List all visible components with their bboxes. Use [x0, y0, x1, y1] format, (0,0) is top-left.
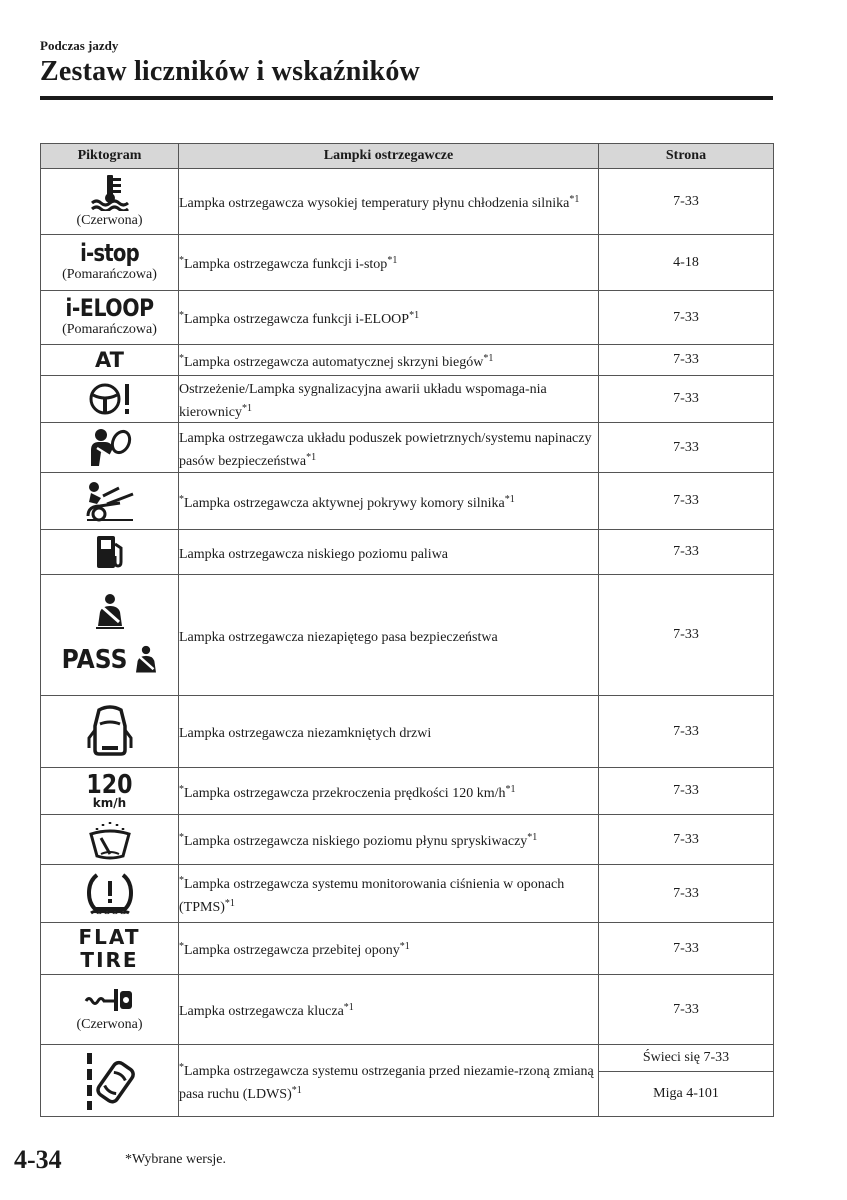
page-cell: 7-33 — [599, 423, 774, 473]
page-flash: Miga 4-101 — [653, 1086, 719, 1101]
asterisk-mark: * — [179, 874, 184, 886]
color-note: (Czerwona) — [76, 213, 143, 228]
ldws-icon — [83, 1051, 137, 1111]
description-cell — [179, 865, 599, 923]
footnote-mark: *1 — [291, 1084, 302, 1096]
asterisk-mark: * — [179, 941, 184, 952]
table-row — [41, 291, 774, 345]
pictogram-cell — [41, 345, 179, 376]
pictogram-cell — [41, 865, 179, 923]
footnote-mark: *1 — [399, 941, 410, 952]
asterisk-mark: * — [179, 493, 184, 505]
table-row — [41, 975, 774, 1045]
description-text: Lampka ostrzegawcza niskiego poziomu paliwa — [179, 546, 449, 562]
table-row — [41, 1045, 774, 1117]
description-cell — [179, 291, 599, 345]
pictogram-cell — [41, 696, 179, 768]
warning-lamps-table — [40, 143, 774, 1117]
page-cell: 7-33 — [599, 815, 774, 865]
pass-indicator — [41, 642, 178, 678]
asterisk-mark: * — [179, 783, 184, 795]
pictogram-cell — [41, 291, 179, 345]
asterisk-mark: * — [179, 1061, 184, 1073]
description-text: Lampka ostrzegawcza przekroczenia prędkości 120 km/h — [184, 785, 506, 801]
footnote-mark: *1 — [224, 897, 235, 909]
table-row — [41, 376, 774, 423]
speed-unit-label: km/h — [92, 795, 127, 810]
automatic-transmission-icon: AT — [95, 347, 124, 372]
pictogram-cell — [41, 530, 179, 575]
description-cell — [179, 376, 599, 423]
page-cell: 7-33 — [599, 923, 774, 975]
description-cell — [179, 815, 599, 865]
table-header-row — [41, 144, 774, 169]
description-text: Lampka ostrzegawcza niezamkniętych drzwi — [179, 726, 432, 741]
page-cell: 7-33 — [599, 345, 774, 376]
page-lit: Świeci się 7-33 — [599, 1045, 773, 1072]
coolant-temperature-icon — [90, 173, 130, 211]
footnote-mark: *1 — [504, 493, 515, 505]
footnote-mark: *1 — [241, 403, 252, 414]
page-title: Zestaw liczników i wskaźników — [40, 56, 420, 87]
speed-120-icon: 120 — [86, 769, 133, 800]
description-text: Lampka ostrzegawcza niskiego poziomu płynu spryskiwaczy — [184, 834, 528, 849]
table-row — [41, 575, 774, 696]
footnote-mark: *1 — [483, 352, 494, 364]
i-eloop-icon: i-ELOOP — [65, 294, 154, 322]
description-cell — [179, 923, 599, 975]
pictogram-cell — [41, 376, 179, 423]
description-cell — [179, 575, 599, 696]
description-cell — [179, 345, 599, 376]
title-rule — [40, 96, 773, 100]
seat-belt-icon — [92, 592, 128, 630]
table-row — [41, 815, 774, 865]
description-text: Lampka ostrzegawcza wysokiej temperatury płynu chłodzenia silnika — [179, 196, 570, 211]
column-header-warning-lamps: Lampki ostrzegawcze — [179, 144, 599, 169]
description-text: Lampka ostrzegawcza systemu monitorowania ciśnienia w oponach (TPMS) — [179, 876, 565, 915]
page-number: 4-34 — [14, 1145, 62, 1174]
table-row — [41, 865, 774, 923]
table-row — [41, 768, 774, 815]
description-text: Lampka ostrzegawcza aktywnej pokrywy komory silnika — [184, 495, 505, 511]
pictogram-cell — [41, 169, 179, 235]
description-text: Lampka ostrzegawcza systemu ostrzegania przed niezamie-rzoną zmianą pasa ruchu (LDWS) — [179, 1063, 594, 1102]
description-cell — [179, 423, 599, 473]
column-header-pictogram: Piktogram — [41, 144, 179, 169]
description-text: Lampka ostrzegawcza automatycznej skrzyni biegów — [184, 354, 484, 370]
washer-fluid-icon — [87, 820, 133, 860]
page-cell: 7-33 — [599, 376, 774, 423]
page-cell — [599, 1045, 774, 1117]
description-text: Lampka ostrzegawcza klucza — [179, 1004, 344, 1019]
description-cell — [179, 696, 599, 768]
description-cell — [179, 768, 599, 815]
footnote: *Wybrane wersje. — [125, 1152, 227, 1167]
table-row — [41, 169, 774, 235]
pass-label: PASS — [61, 645, 128, 675]
asterisk-mark: * — [179, 255, 184, 266]
asterisk-mark: * — [179, 352, 184, 364]
page-cell: 7-33 — [599, 575, 774, 696]
pictogram-cell — [41, 923, 179, 975]
table-row — [41, 423, 774, 473]
description-text: Ostrzeżenie/Lampka sygnalizacyjna awarii układu wspomaga-nia kierownicy — [179, 382, 547, 420]
pictogram-cell — [41, 975, 179, 1045]
page-cell: 7-33 — [599, 768, 774, 815]
pictogram-cell — [41, 575, 179, 696]
footnote-mark: *1 — [409, 310, 420, 321]
table-row — [41, 473, 774, 530]
pictogram-cell — [41, 423, 179, 473]
page-cell: 7-33 — [599, 291, 774, 345]
description-cell — [179, 975, 599, 1045]
description-cell — [179, 235, 599, 291]
table-row — [41, 235, 774, 291]
page-cell: 7-33 — [599, 169, 774, 235]
passenger-seat-belt-icon — [131, 642, 161, 678]
color-note: (Czerwona) — [76, 1017, 143, 1032]
footnote-mark: *1 — [569, 194, 580, 205]
footnote-mark: *1 — [505, 783, 516, 795]
description-text: Lampka ostrzegawcza niezapiętego pasa bezpieczeństwa — [179, 629, 498, 645]
description-text: Lampka ostrzegawcza układu poduszek powietrznych/systemu napinaczy pasów bezpieczeństwa — [179, 430, 592, 469]
description-cell — [179, 169, 599, 235]
footnote-mark: *1 — [306, 451, 317, 463]
color-note: (Pomarańczowa) — [62, 322, 157, 337]
section-label: Podczas jazdy — [40, 38, 119, 53]
table-row — [41, 530, 774, 575]
description-cell — [179, 1045, 599, 1117]
description-text: Lampka ostrzegawcza funkcji i-ELOOP — [184, 312, 410, 327]
pictogram-cell — [41, 473, 179, 530]
fuel-pump-icon — [93, 534, 127, 570]
door-open-icon — [87, 704, 133, 760]
pictogram-cell — [41, 1045, 179, 1117]
pictogram-cell — [41, 768, 179, 815]
airbag-icon — [87, 428, 133, 468]
page-cell: 7-33 — [599, 473, 774, 530]
footnote-mark: *1 — [387, 255, 398, 266]
pictogram-cell — [41, 235, 179, 291]
key-icon — [84, 985, 136, 1015]
page-cell: 4-18 — [599, 235, 774, 291]
footnote-mark: *1 — [527, 832, 538, 843]
page-cell: 7-33 — [599, 530, 774, 575]
table-row — [41, 923, 774, 975]
description-cell — [179, 473, 599, 530]
footnote-mark: *1 — [343, 1002, 354, 1013]
page-cell: 7-33 — [599, 975, 774, 1045]
asterisk-mark: * — [179, 310, 184, 321]
page-cell: 7-33 — [599, 865, 774, 923]
tpms-icon — [85, 871, 135, 917]
description-text: Lampka ostrzegawcza funkcji i-stop — [184, 257, 388, 272]
flat-tire-label: TIRE — [80, 947, 139, 972]
i-stop-icon: i-stop — [80, 239, 139, 267]
description-text: Lampka ostrzegawcza przebitej opony — [184, 943, 400, 958]
description-cell — [179, 530, 599, 575]
table-row — [41, 696, 774, 768]
active-bonnet-icon — [85, 480, 135, 522]
page-cell: 7-33 — [599, 696, 774, 768]
pictogram-cell — [41, 815, 179, 865]
column-header-page: Strona — [599, 144, 774, 169]
asterisk-mark: * — [179, 832, 184, 843]
color-note: (Pomarańczowa) — [62, 267, 157, 282]
power-steering-icon — [85, 381, 135, 417]
table-row — [41, 345, 774, 376]
flat-tire-icon: FLAT — [78, 924, 141, 949]
